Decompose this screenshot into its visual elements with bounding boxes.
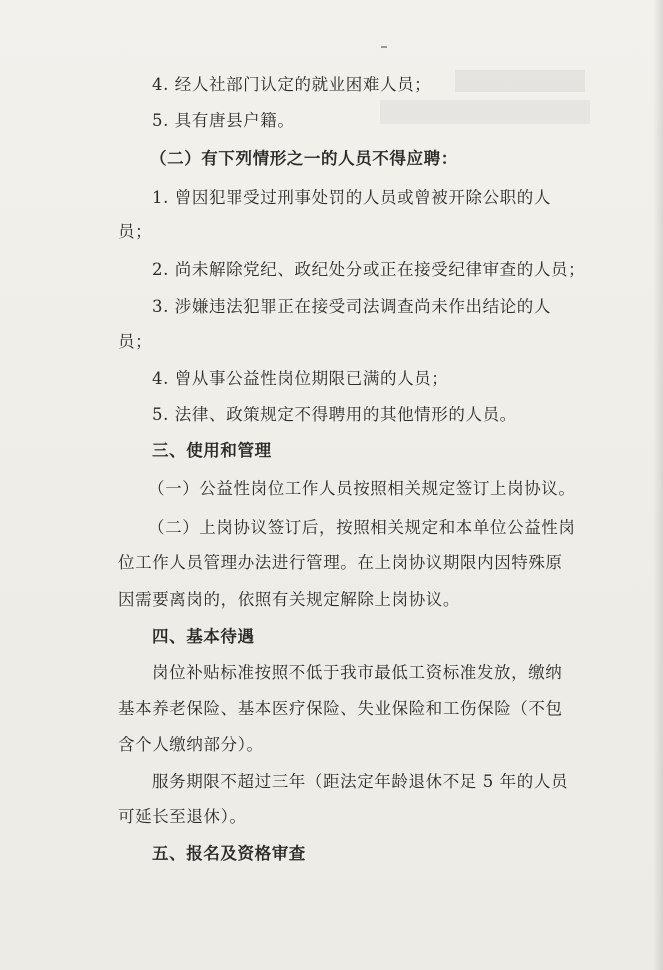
text-line: 2. 尚未解除党纪、政纪处分或正在接受纪律审查的人员； — [152, 260, 586, 279]
text-line: 5. 具有唐县户籍。 — [152, 111, 295, 130]
section-heading: 四、基本待遇 — [152, 627, 255, 646]
bleed-through-shape — [380, 100, 590, 124]
text-line: （二）上岗协议签订后，按照相关规定和本单位公益性岗 — [148, 518, 576, 537]
text-line: 因需要离岗的，依照有关规定解除上岗协议。 — [118, 590, 460, 609]
text-line: （一）公益性岗位工作人员按照相关规定签订上岗协议。 — [148, 479, 576, 498]
sub-heading: （二）有下列情形之一的人员不得应聘： — [150, 149, 458, 168]
text-line: 岗位补贴标准按照不低于我市最低工资标准发放，缴纳 — [152, 663, 563, 682]
text-line: 员； — [118, 222, 153, 241]
text-line: 1. 曾因犯罪受过刑事处罚的人员或曾被开除公职的人 — [152, 188, 551, 207]
bleed-through-shape — [455, 70, 585, 92]
text-line: 4. 经人社部门认定的就业困难人员； — [152, 75, 432, 94]
text-line: 可延长至退休）。 — [118, 807, 247, 826]
text-line: 5. 法律、政策规定不得聘用的其他情形的人员。 — [152, 405, 517, 424]
text-line: 位工作人员管理办法进行管理。在上岗协议期限内因特殊原 — [118, 553, 563, 572]
section-heading: 三、使用和管理 — [152, 441, 272, 460]
text-line: 含个人缴纳部分）。 — [118, 735, 264, 754]
text-line: 员； — [118, 332, 153, 351]
text-line: 4. 曾从事公益性岗位期限已满的人员； — [152, 369, 449, 388]
page-edge-shadow — [653, 0, 663, 970]
text-line: 3. 涉嫌违法犯罪正在接受司法调查尚未作出结论的人 — [152, 297, 551, 316]
page-mark — [381, 46, 387, 48]
section-heading: 五、报名及资格审查 — [152, 844, 306, 863]
text-line: 服务期限不超过三年（距法定年龄退休不足 5 年的人员 — [152, 772, 569, 791]
text-line: 基本养老保险、基本医疗保险、失业保险和工伤保险（不包 — [118, 699, 563, 718]
